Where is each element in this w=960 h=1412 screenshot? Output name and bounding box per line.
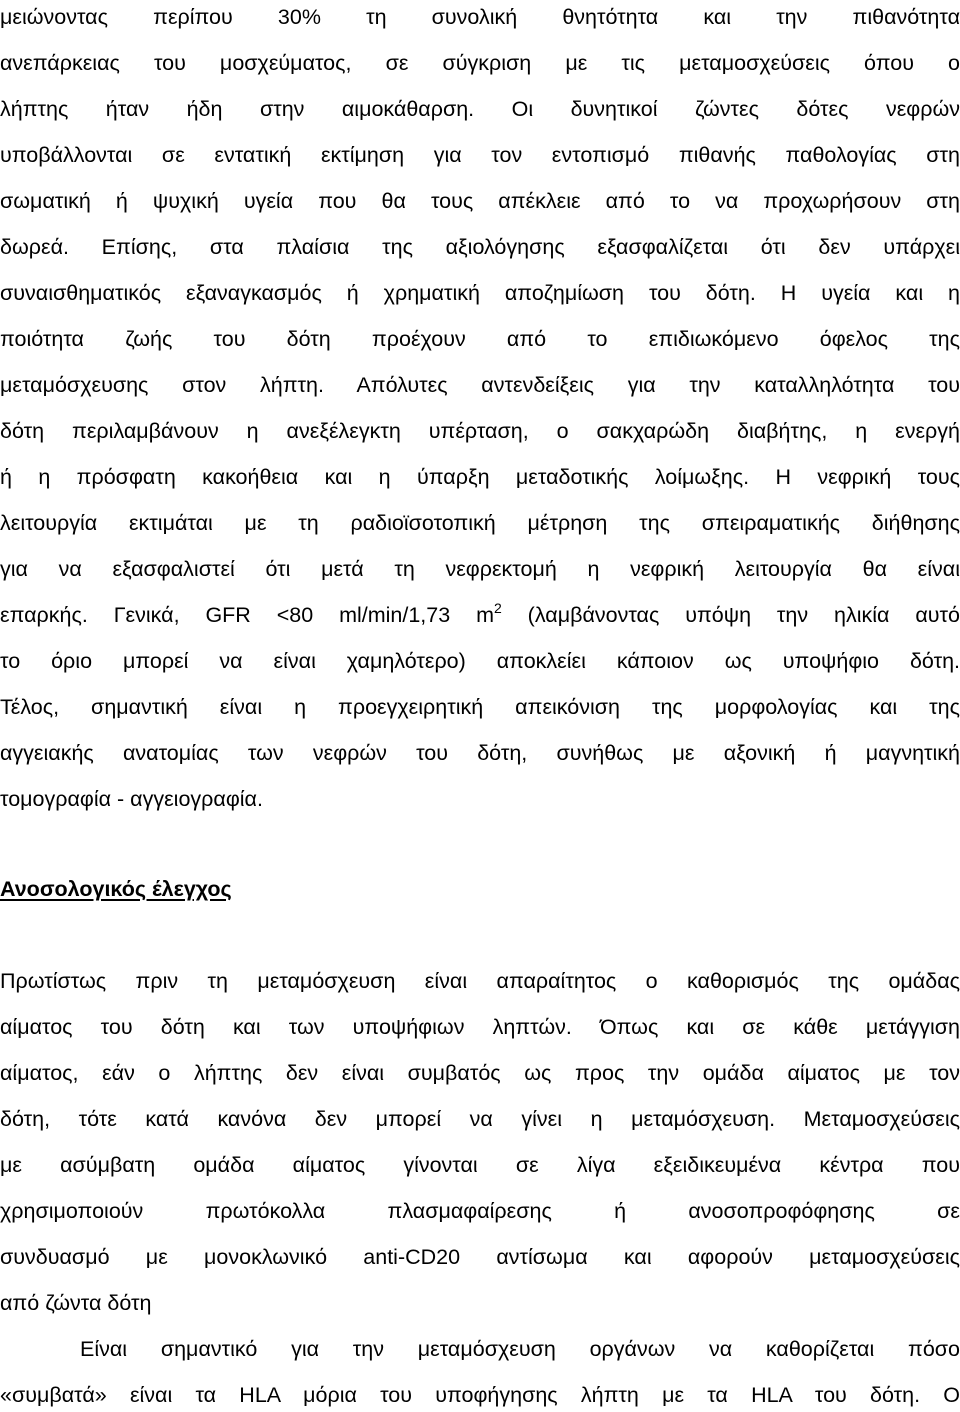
paragraph-line: «συμβατά» είναι τα HLA μόρια του υποφήγησης λήπτη με τα HLA του δότη. Ο — [0, 1383, 960, 1407]
paragraph-line: μεταμόσχευσης στον λήπτη. Απόλυτες αντενδείξεις για την καταλληλότητα του — [0, 373, 960, 397]
paragraph-line: Πρωτίστως πριν τη μεταμόσχευση είναι απαραίτητος ο καθορισμός της ομάδας — [0, 969, 960, 993]
gfr-text-before: επαρκής. Γενικά, GFR <80 ml/min/1,73 m — [0, 603, 494, 627]
paragraph-line: αίματος, εάν ο λήπτης δεν είναι συμβατός ως προς την ομάδα αίματος με τον — [0, 1061, 960, 1085]
paragraph-line: σωματική ή ψυχική υγεία που θα τους απέκλειε από το να προχωρήσουν στη — [0, 189, 960, 213]
paragraph-line: για να εξασφαλιστεί ότι μετά τη νεφρεκτομή η νεφρική λειτουργία θα είναι — [0, 557, 960, 581]
paragraph-line: λήπτης ήταν ήδη στην αιμοκάθαρση. Οι δυνητικοί ζώντες δότες νεφρών — [0, 97, 960, 121]
paragraph-line: ποιότητα ζωής του δότη προέχουν από το επιδιωκόμενο όφελος της — [0, 327, 960, 351]
gfr-superscript: 2 — [494, 600, 502, 616]
paragraph-line: χρησιμοποιούν πρωτόκολλα πλασμαφαίρεσης ή ανοσοπροφόφησης σε — [0, 1199, 960, 1223]
gfr-text-after: (λαμβάνοντας υπόψη την ηλικία αυτό — [501, 603, 960, 627]
paragraph-line: μειώνοντας περίπου 30% τη συνολική θνητότητα και την πιθανότητα — [0, 5, 960, 29]
paragraph-line: δωρεά. Επίσης, στα πλαίσια της αξιολόγησης εξασφαλίζεται ότι δεν υπάρχει — [0, 235, 960, 259]
paragraph-line: αίματος του δότη και των υποψήφιων ληπτών. Όπως και σε κάθε μετάγγιση — [0, 1015, 960, 1039]
paragraph-line: ανεπάρκειας του μοσχεύματος, σε σύγκριση με τις μεταμοσχεύσεις όπου ο — [0, 51, 960, 75]
paragraph-line: τομογραφία - αγγειογραφία. — [0, 787, 263, 811]
paragraph-line: λειτουργία εκτιμάται με τη ραδιοϊσοτοπική μέτρηση της σπειραματικής διήθησης — [0, 511, 960, 535]
paragraph-line: δότη, τότε κατά κανόνα δεν μπορεί να γίνει η μεταμόσχευση. Μεταμοσχεύσεις — [0, 1107, 960, 1131]
paragraph-line-gfr — [0, 598, 960, 632]
section-heading: Ανοσολογικός έλεγχος — [0, 877, 232, 901]
paragraph-line: συναισθηματικός εξαναγκασμός ή χρηματική αποζημίωση του δότη. Η υγεία και η — [0, 281, 960, 305]
paragraph-line: υποβάλλονται σε εντατική εκτίμηση για τον εντοπισμό πιθανής παθολογίας στη — [0, 143, 960, 167]
paragraph-line: ή η πρόσφατη κακοήθεια και η ύπαρξη μεταδοτικής λοίμωξης. Η νεφρική τους — [0, 465, 960, 489]
paragraph-line: δότη περιλαμβάνουν η ανεξέλεγκτη υπέρταση, ο σακχαρώδη διαβήτης, η ενεργή — [0, 419, 960, 443]
paragraph-line: αγγειακής ανατομίας των νεφρών του δότη, συνήθως με αξονική ή μαγνητική — [0, 741, 960, 765]
paragraph-line: από ζώντα δότη — [0, 1291, 152, 1315]
paragraph-line: το όριο μπορεί να είναι χαμηλότερο) αποκλείει κάποιον ως υποψήφιο δότη. — [0, 649, 960, 673]
paragraph-line: με ασύμβατη ομάδα αίματος γίνονται σε λίγα εξειδικευμένα κέντρα που — [0, 1153, 960, 1177]
paragraph-line-indented: Είναι σημαντικό για την μεταμόσχευση οργάνων να καθορίζεται πόσο — [80, 1337, 960, 1361]
paragraph-line: Τέλος, σημαντική είναι η προεγχειρητική απεικόνιση της μορφολογίας και της — [0, 695, 960, 719]
paragraph-line: συνδυασμό με μονοκλωνικό anti-CD20 αντίσωμα και αφορούν μεταμοσχεύσεις — [0, 1245, 960, 1269]
